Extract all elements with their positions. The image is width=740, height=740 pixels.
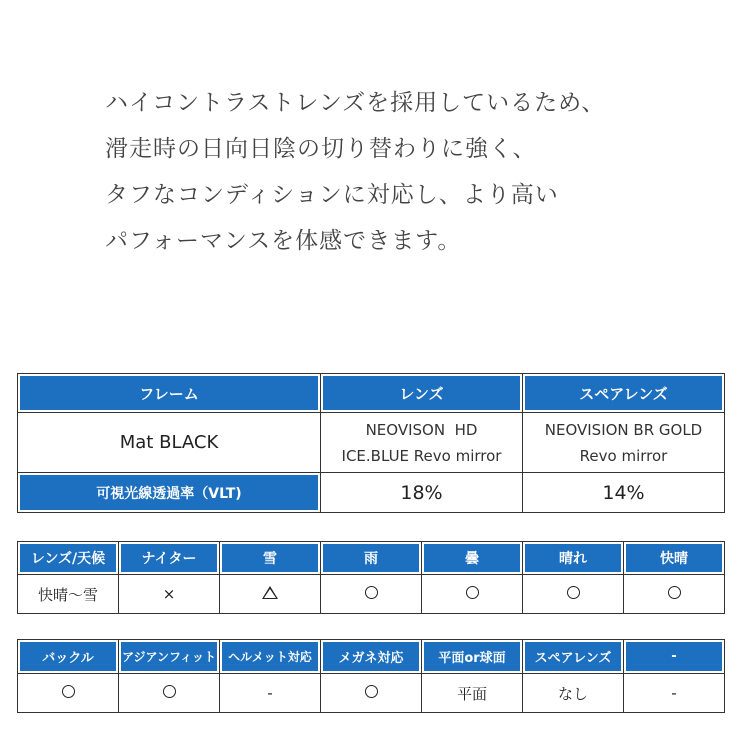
intro-line: パフォーマンスを体感できます。	[105, 228, 462, 254]
intro-line: 滑走時の日向日陰の切り替わりに強く、	[105, 136, 537, 162]
circle-icon	[668, 586, 681, 599]
spec-value-row	[18, 413, 725, 473]
feature-header: 平面or球面	[422, 640, 523, 674]
clear-value	[624, 575, 725, 614]
weather-value-row	[18, 575, 725, 614]
vlt-lens-value: 18%	[321, 473, 523, 513]
intro-line: タフなコンディションに対応し、より高い	[105, 182, 559, 208]
vlt-row	[18, 473, 725, 513]
spec-table	[17, 373, 725, 513]
feature-header-row	[18, 640, 725, 674]
spare-lens-name: NEOVISION BR GOLD	[544, 420, 703, 439]
spare-lens-coating: Revo mirror	[579, 446, 668, 465]
feature-header: -	[624, 640, 725, 674]
header-lens: レンズ	[321, 374, 523, 413]
circle-icon	[365, 586, 378, 599]
header-spare-lens: スペアレンズ	[523, 374, 725, 413]
weather-header: ナイター	[119, 542, 220, 575]
snow-value	[220, 575, 321, 614]
weather-header: レンズ/天候	[18, 542, 119, 575]
spare-lens-value	[523, 413, 725, 473]
weather-row-label: 快晴～雪	[18, 575, 119, 614]
weather-header-row	[18, 542, 725, 575]
sunny-value	[523, 575, 624, 614]
feature-header: ヘルメット対応	[220, 640, 321, 674]
lens-coating: ICE.BLUE Revo mirror	[341, 446, 502, 465]
spare-lens-value: なし	[523, 674, 624, 713]
cloudy-value	[422, 575, 523, 614]
weather-header: 快晴	[624, 542, 725, 575]
feature-table	[17, 639, 725, 713]
feature-header: バックル	[18, 640, 119, 674]
lens-value	[321, 413, 523, 473]
intro-text	[105, 80, 725, 264]
weather-table	[17, 541, 725, 614]
lens-name: NEOVISON HD	[365, 420, 478, 439]
feature-header: アジアンフィット	[119, 640, 220, 674]
intro-line: ハイコントラストレンズを採用しているため、	[105, 90, 606, 116]
weather-header: 曇	[422, 542, 523, 575]
circle-icon	[567, 586, 580, 599]
circle-icon	[466, 586, 479, 599]
helmet-value: -	[220, 674, 321, 713]
feature-header: スペアレンズ	[523, 640, 624, 674]
frame-value: Mat BLACK	[18, 413, 321, 473]
lens-shape-value: 平面	[422, 674, 523, 713]
feature-value-row	[18, 674, 725, 713]
triangle-icon	[262, 586, 278, 599]
weather-header: 雨	[321, 542, 422, 575]
buckle-value	[18, 674, 119, 713]
night-value: ×	[119, 575, 220, 614]
weather-header: 晴れ	[523, 542, 624, 575]
weather-header: 雪	[220, 542, 321, 575]
glasses-value	[321, 674, 422, 713]
header-frame: フレーム	[18, 374, 321, 413]
circle-icon	[163, 685, 176, 698]
vlt-spare-value: 14%	[523, 473, 725, 513]
circle-icon	[62, 685, 75, 698]
spec-header-row	[18, 374, 725, 413]
feature-header: メガネ対応	[321, 640, 422, 674]
asian-fit-value	[119, 674, 220, 713]
extra-value: -	[624, 674, 725, 713]
vlt-label: 可視光線透過率（VLT)	[18, 473, 321, 513]
circle-icon	[365, 685, 378, 698]
rain-value	[321, 575, 422, 614]
